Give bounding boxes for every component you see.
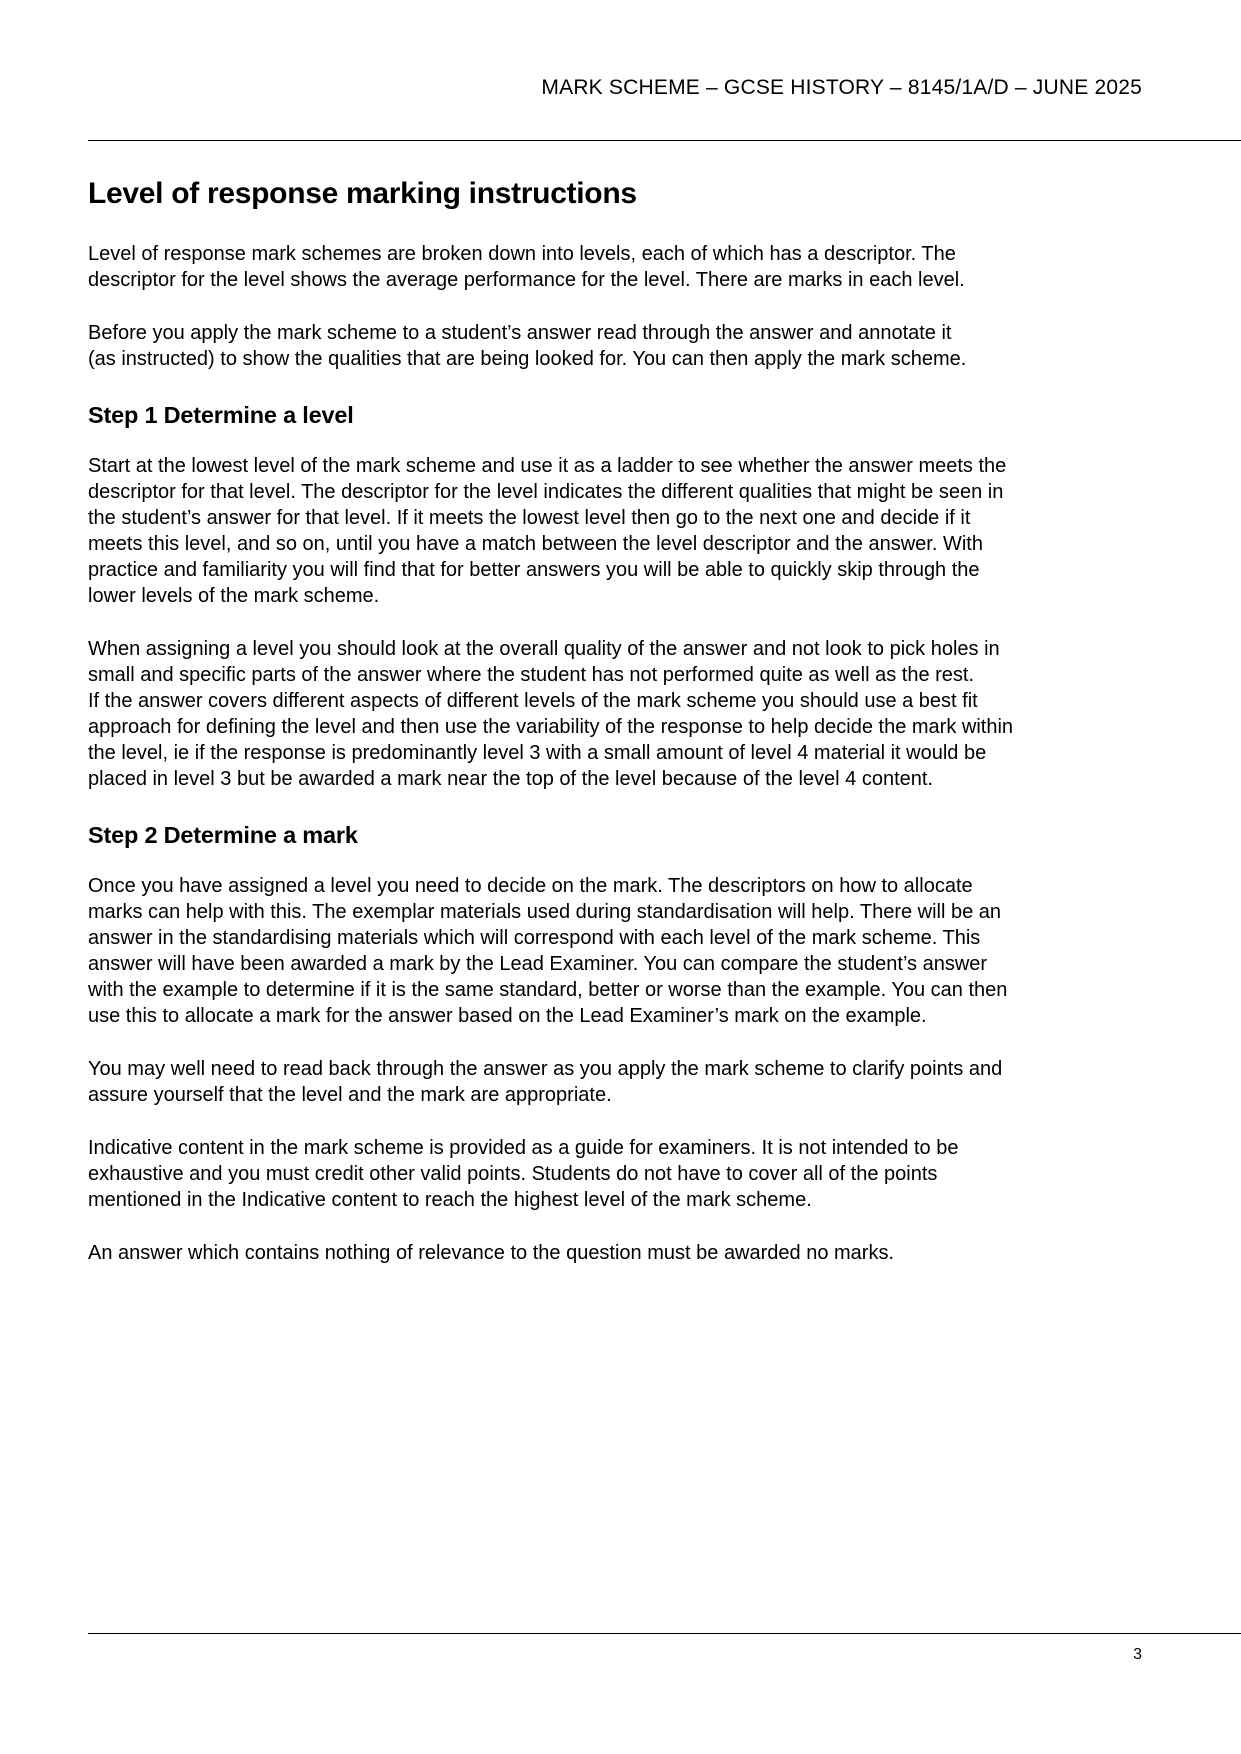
paragraph-line: approach for defining the level and then use the variability of the response to help decide the mark within [88, 716, 1014, 738]
intro-section [88, 241, 1148, 372]
paragraph-line: An answer which contains nothing of relevance to the question must be awarded no marks. [88, 1242, 895, 1264]
page-number: 3 [1133, 1646, 1142, 1663]
paragraph-line: If the answer covers different aspects of different levels of the mark scheme you should use a best fit [88, 690, 978, 712]
paragraph-line: the student’s answer for that level. If it meets the lowest level then go to the next one and decide if it [88, 507, 971, 529]
paragraph [88, 873, 1148, 1029]
paragraph [88, 636, 1148, 792]
paragraph-line: Level of response mark schemes are broken down into levels, each of which has a descriptor. The [88, 243, 956, 265]
paragraph-line: small and specific parts of the answer where the student has not performed quite as well as the rest. [88, 664, 975, 686]
paragraph [88, 320, 1148, 372]
step-1-heading: Step 1 Determine a level [88, 402, 354, 428]
paragraph [88, 1056, 1148, 1108]
paragraph-line: practice and familiarity you will find that for better answers you will be able to quickly skip through the [88, 559, 980, 581]
paragraph-line: with the example to determine if it is the same standard, better or worse than the example. You can then [88, 979, 1008, 1001]
paragraph-line: (as instructed) to show the qualities that are being looked for. You can then apply the mark scheme. [88, 348, 967, 370]
step-2-section [88, 873, 1148, 1266]
paragraph-line: Indicative content in the mark scheme is provided as a guide for examiners. It is not intended to be [88, 1137, 959, 1159]
footer-divider [88, 1633, 1241, 1634]
running-header: MARK SCHEME – GCSE HISTORY – 8145/1A/D – JUNE 2025 [541, 76, 1142, 99]
step-2-heading: Step 2 Determine a mark [88, 822, 358, 848]
paragraph [88, 453, 1148, 609]
paragraph-line: You may well need to read back through the answer as you apply the mark scheme to clarify points and [88, 1058, 1003, 1080]
paragraph-line: answer in the standardising materials which will correspond with each level of the mark scheme. This [88, 927, 981, 949]
paragraph-line: placed in level 3 but be awarded a mark near the top of the level because of the level 4 content. [88, 768, 933, 790]
paragraph-line: answer will have been awarded a mark by the Lead Examiner. You can compare the student’s answer [88, 953, 988, 975]
paragraph-line: meets this level, and so on, until you have a match between the level descriptor and the answer. With [88, 533, 983, 555]
paragraph-line: marks can help with this. The exemplar materials used during standardisation will help. There will be an [88, 901, 1002, 923]
step-1-section [88, 453, 1148, 792]
paragraph-line: Before you apply the mark scheme to a student’s answer read through the answer and annotate it [88, 322, 952, 344]
paragraph-line: assure yourself that the level and the mark are appropriate. [88, 1084, 612, 1106]
paragraph-line: lower levels of the mark scheme. [88, 585, 380, 607]
paragraph-line: descriptor for that level. The descriptor for the level indicates the different qualities that might be seen in [88, 481, 1004, 503]
paragraph [88, 1135, 1148, 1213]
paragraph-line: exhaustive and you must credit other valid points. Students do not have to cover all of the points [88, 1163, 938, 1185]
page-title: Level of response marking instructions [88, 177, 637, 210]
page-body [88, 174, 1148, 1293]
paragraph-line: When assigning a level you should look at the overall quality of the answer and not look to pick holes in [88, 638, 1000, 660]
paragraph [88, 241, 1148, 293]
paragraph-line: Start at the lowest level of the mark scheme and use it as a ladder to see whether the answer meets the [88, 455, 1007, 477]
paragraph-line: use this to allocate a mark for the answer based on the Lead Examiner’s mark on the example. [88, 1005, 927, 1027]
paragraph-line: mentioned in the Indicative content to reach the highest level of the mark scheme. [88, 1189, 812, 1211]
paragraph-line: Once you have assigned a level you need to decide on the mark. The descriptors on how to allocate [88, 875, 973, 897]
header-divider [88, 140, 1241, 141]
paragraph-line: descriptor for the level shows the average performance for the level. There are marks in each level. [88, 269, 965, 291]
paragraph-line: the level, ie if the response is predominantly level 3 with a small amount of level 4 material it would be [88, 742, 987, 764]
paragraph [88, 1240, 1148, 1266]
